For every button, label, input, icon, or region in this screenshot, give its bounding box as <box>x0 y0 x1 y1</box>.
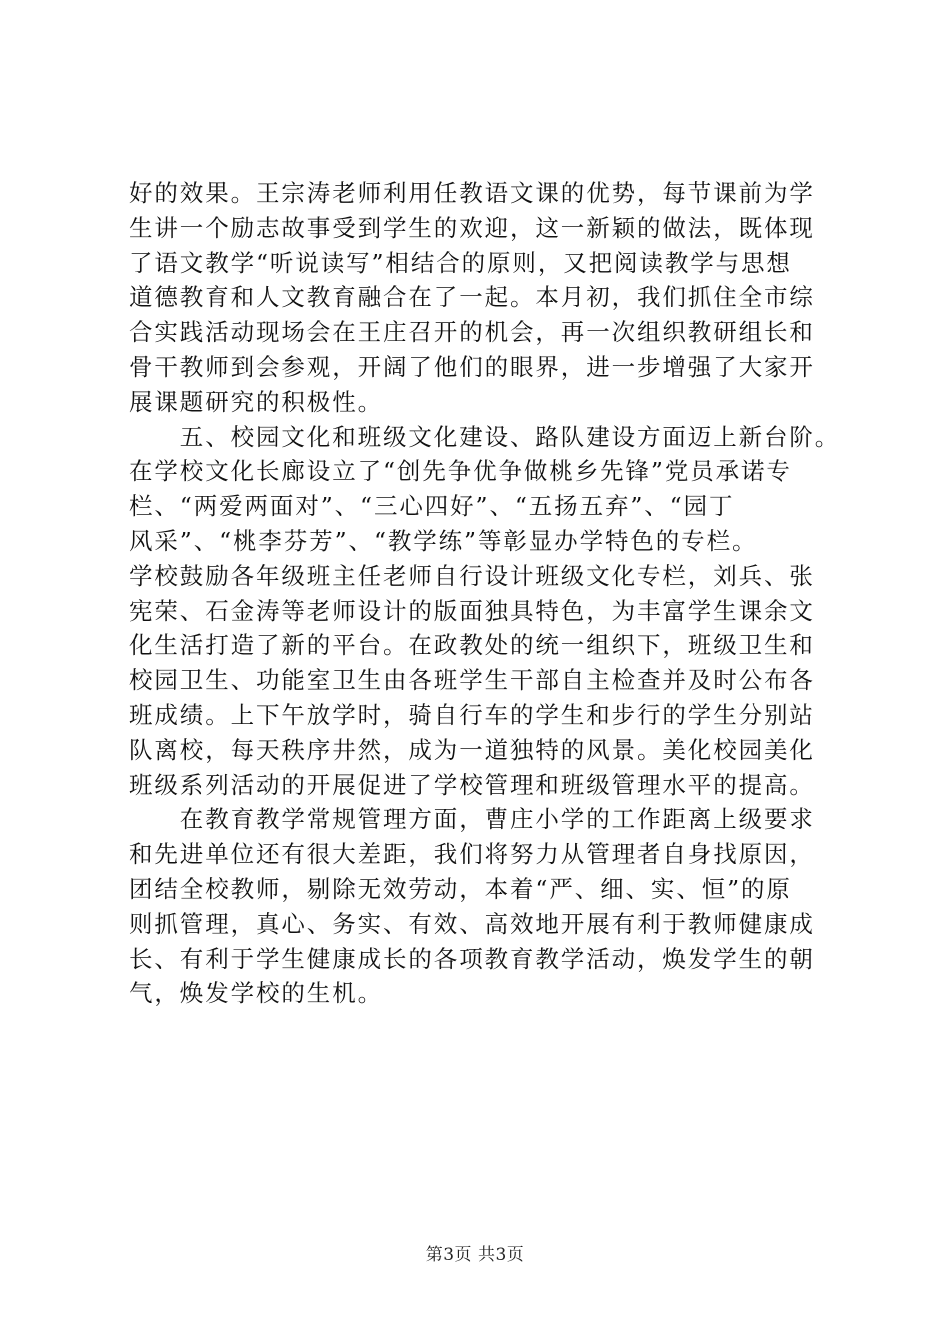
text-line: 队离校，每天秩序井然，成为一道独特的风景。美化校园美化 <box>129 735 815 764</box>
page-number: 第3页 共3页 <box>425 1245 525 1265</box>
text-line: 在学校文化长廊设立了“创先争优争做桃乡先锋”党员承诺专 <box>129 457 792 486</box>
text-line: 五、校园文化和班级文化建设、路队建设方面迈上新台阶。 <box>129 422 841 451</box>
text-line: 道德教育和人文教育融合在了一起。本月初，我们抓住全市综 <box>129 283 815 312</box>
text-line: 则抓管理，真心、务实、有效、高效地开展有利于教师健康成 <box>129 909 815 938</box>
text-line: 展课题研究的积极性。 <box>129 387 383 416</box>
text-line: 长、有利于学生健康成长的各项教育教学活动，焕发学生的朝 <box>129 944 815 973</box>
text-line: 好的效果。王宗涛老师利用任教语文课的优势，每节课前为学 <box>129 179 815 207</box>
text-line: 风采”、“桃李芬芳”、“教学练”等彰显办学特色的专栏。 <box>129 526 758 555</box>
text-line: 栏、“两爱两面对”、“三心四好”、“五扬五弃”、“园丁 <box>129 492 735 521</box>
text-line: 合实践活动现场会在王庄召开的机会，再一次组织教研组长和 <box>129 318 815 347</box>
text-line: 班成绩。上下午放学时，骑自行车的学生和步行的学生分别站 <box>129 700 815 729</box>
text-line: 生讲一个励志故事受到学生的欢迎，这一新颖的做法，既体现 <box>129 213 815 242</box>
text-line: 团结全校教师，剔除无效劳动，本着“严、细、实、恒”的原 <box>129 874 792 903</box>
text-line: 校园卫生、功能室卫生由各班学生干部自主检查并及时公布各 <box>129 666 815 695</box>
document-body <box>129 176 841 1011</box>
page-footer <box>0 1244 950 1266</box>
text-line: 了语文教学“听说读写”相结合的原则，又把阅读教学与思想 <box>129 248 792 277</box>
text-line: 气，焕发学校的生机。 <box>129 979 383 1008</box>
text-line: 学校鼓励各年级班主任老师自行设计班级文化专栏，刘兵、张 <box>129 561 815 590</box>
text-line: 宪荣、石金涛等老师设计的版面独具特色，为丰富学生课余文 <box>129 596 815 625</box>
text-line: 化生活打造了新的平台。在政教处的统一组织下，班级卫生和 <box>129 631 815 660</box>
text-line: 和先进单位还有很大差距，我们将努力从管理者自身找原因， <box>129 840 815 869</box>
text-line: 班级系列活动的开展促进了学校管理和班级管理水平的提高。 <box>129 770 815 799</box>
text-line: 骨干教师到会参观，开阔了他们的眼界，进一步增强了大家开 <box>129 352 815 381</box>
text-line: 在教育教学常规管理方面，曹庄小学的工作距离上级要求 <box>129 805 815 834</box>
